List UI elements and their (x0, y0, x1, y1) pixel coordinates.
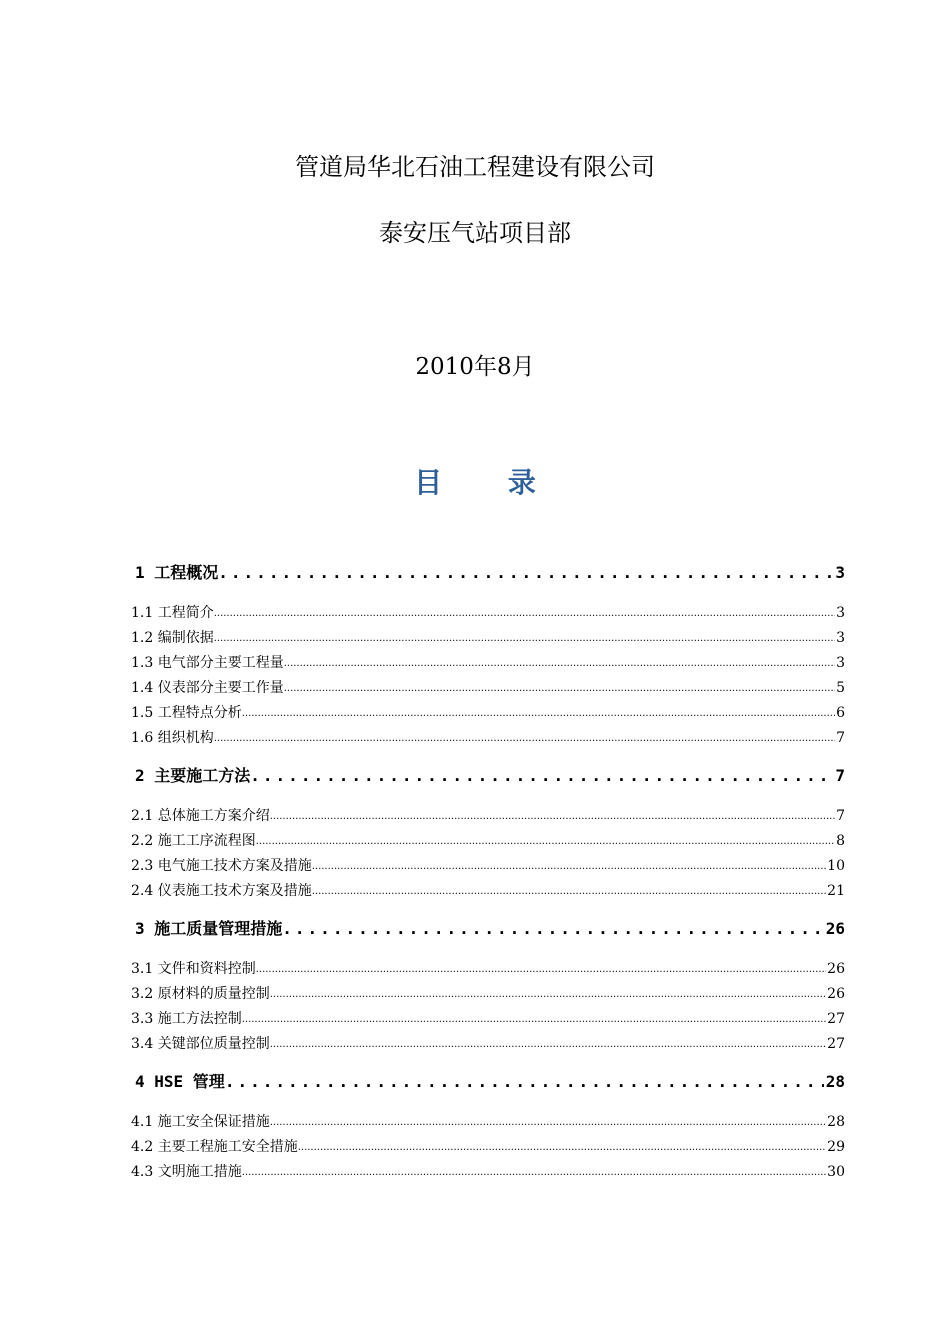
table-of-contents (131, 557, 845, 1194)
toc-item[interactable] (131, 601, 845, 626)
toc-item-label: 2.3 电气施工技术方案及措施 (131, 858, 312, 874)
toc-section-label: 1 工程概况 (135, 563, 219, 582)
toc-item-label: 3.4 关键部位质量控制 (131, 1036, 270, 1052)
toc-item[interactable] (131, 1007, 845, 1032)
toc-page-number: 3 (836, 605, 845, 621)
toc-section-2[interactable] (131, 760, 845, 792)
toc-page-number: 27 (827, 1036, 845, 1052)
toc-item-label: 4.3 文明施工措施 (131, 1164, 242, 1180)
toc-item[interactable] (131, 626, 845, 651)
toc-item[interactable] (131, 982, 845, 1007)
toc-section-4-items (131, 1110, 845, 1185)
toc-item[interactable] (131, 701, 845, 726)
toc-page-number: 5 (836, 680, 845, 696)
toc-item-label: 4.2 主要工程施工安全措施 (131, 1139, 298, 1155)
toc-item-label: 4.1 施工安全保证措施 (131, 1114, 270, 1130)
toc-item-label: 1.4 仪表部分主要工作量 (131, 680, 284, 696)
toc-item-label: 1.5 工程特点分析 (131, 705, 242, 721)
toc-item-label: 1.6 组织机构 (131, 730, 214, 746)
toc-leader (218, 557, 833, 589)
toc-leader (270, 981, 826, 1007)
document-date: 2010年8月 (415, 354, 535, 380)
toc-page-number: 7 (835, 766, 845, 785)
project-department: 泰安压气站项目部 (379, 219, 571, 247)
toc-section-4[interactable] (131, 1066, 845, 1098)
toc-leader (282, 913, 823, 945)
toc-page-number: 3 (835, 563, 845, 582)
toc-leader (242, 700, 835, 726)
toc-item[interactable] (131, 676, 845, 701)
toc-leader (256, 828, 835, 854)
toc-leader (284, 650, 835, 676)
toc-leader (270, 1109, 826, 1135)
toc-item[interactable] (131, 1032, 845, 1057)
toc-page-number: 26 (825, 919, 845, 938)
toc-leader (214, 600, 835, 626)
toc-item[interactable] (131, 726, 845, 751)
toc-title: 目 录 (414, 466, 564, 499)
toc-leader (242, 1159, 826, 1185)
toc-item-label: 1.1 工程简介 (131, 605, 214, 621)
toc-item[interactable] (131, 879, 845, 904)
toc-leader (284, 675, 835, 701)
toc-page-number: 7 (836, 730, 845, 746)
toc-section-2-items (131, 804, 845, 904)
toc-item-label: 1.3 电气部分主要工程量 (131, 655, 284, 671)
toc-page-number: 26 (827, 961, 845, 977)
toc-item[interactable] (131, 804, 845, 829)
toc-section-1[interactable] (131, 557, 845, 589)
toc-leader (256, 956, 826, 982)
company-name: 管道局华北石油工程建设有限公司 (295, 153, 655, 181)
toc-item-label: 2.4 仪表施工技术方案及措施 (131, 883, 312, 899)
toc-page-number: 3 (836, 630, 845, 646)
toc-item[interactable] (131, 1160, 845, 1185)
toc-page-number: 7 (836, 808, 845, 824)
toc-page-number: 6 (836, 705, 845, 721)
toc-leader (270, 803, 835, 829)
toc-item-label: 3.1 文件和资料控制 (131, 961, 256, 977)
toc-section-3[interactable] (131, 913, 845, 945)
toc-page-number: 29 (827, 1139, 845, 1155)
toc-page-number: 10 (827, 858, 845, 874)
toc-page-number: 28 (827, 1114, 845, 1130)
toc-page-number: 27 (827, 1011, 845, 1027)
toc-item-label: 2.2 施工工序流程图 (131, 833, 256, 849)
toc-page-number: 3 (836, 655, 845, 671)
toc-leader (298, 1134, 826, 1160)
toc-page-number: 28 (825, 1072, 845, 1091)
toc-item-label: 2.1 总体施工方案介绍 (131, 808, 270, 824)
toc-section-label: 4 HSE 管理 (135, 1072, 225, 1091)
toc-page-number: 8 (836, 833, 845, 849)
toc-section-label: 3 施工质量管理措施 (135, 919, 283, 938)
toc-leader (270, 1031, 826, 1057)
toc-item[interactable] (131, 651, 845, 676)
toc-item[interactable] (131, 1110, 845, 1135)
toc-item[interactable] (131, 957, 845, 982)
toc-leader (312, 853, 826, 879)
toc-item-label: 1.2 编制依据 (131, 630, 214, 646)
toc-leader (242, 1006, 826, 1032)
toc-section-3-items (131, 957, 845, 1057)
toc-leader (214, 725, 835, 751)
toc-leader (225, 1066, 824, 1098)
toc-page-number: 21 (827, 883, 845, 899)
toc-page-number: 26 (827, 986, 845, 1002)
toc-item[interactable] (131, 1135, 845, 1160)
toc-leader (250, 760, 833, 792)
toc-item[interactable] (131, 829, 845, 854)
toc-leader (312, 878, 826, 904)
toc-item-label: 3.3 施工方法控制 (131, 1011, 242, 1027)
toc-page-number: 30 (827, 1164, 845, 1180)
toc-section-label: 2 主要施工方法 (135, 766, 251, 785)
toc-item[interactable] (131, 854, 845, 879)
toc-item-label: 3.2 原材料的质量控制 (131, 986, 270, 1002)
toc-section-1-items (131, 601, 845, 751)
toc-leader (214, 625, 835, 651)
